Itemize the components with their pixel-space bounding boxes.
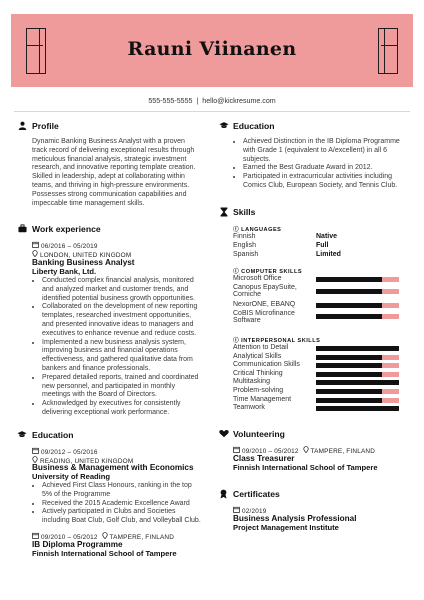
hourglass-icon bbox=[220, 207, 228, 219]
profile-line: meticulous financial analysis, strategic investment bbox=[32, 155, 187, 163]
list-item: • Participated in extracurricular activities including Comics Club, European Society, and Tennis Club. bbox=[243, 173, 423, 191]
skill-bar bbox=[316, 363, 399, 368]
list-item: • Achieved Distinction in the IB Diploma Programme with Grade 1 (equivalent to A/excellent) in all 6 subjects. bbox=[243, 138, 423, 164]
calendar-icon bbox=[32, 243, 39, 250]
skill-bar-fill bbox=[316, 389, 382, 394]
skills-title: Skills bbox=[233, 207, 256, 217]
education-title: Education bbox=[32, 430, 74, 440]
skill-name: Analytical Skills bbox=[233, 352, 282, 360]
volunteering-org: Finnish International School of Tampere bbox=[233, 463, 378, 472]
language-name: English bbox=[233, 242, 256, 249]
edu-dates bbox=[32, 447, 98, 456]
skill-bar-fill bbox=[316, 289, 382, 294]
job-bullets bbox=[32, 277, 222, 418]
list-item: • Implemented a new business analysis system, improving business and financial operations effectiveness, and gathered qualitative data from bankers and finance professionals. bbox=[42, 339, 222, 374]
skill-name: NexorONE, EBANQ bbox=[233, 301, 296, 308]
list-item: • Acknowledged by executives for consistently delivering exceptional work performance. bbox=[42, 400, 222, 418]
person-icon bbox=[18, 121, 27, 132]
edu-bullets bbox=[32, 482, 222, 526]
phone: 555-555-5555 bbox=[148, 97, 193, 105]
profile-line: teams, and thriving in high-pressure environments. bbox=[32, 181, 190, 189]
work-title: Work experience bbox=[32, 224, 101, 234]
certificate-name: Business Analysis Professional bbox=[233, 514, 357, 523]
job-role: Banking Business Analyst bbox=[32, 258, 135, 267]
skill-bar-fill bbox=[316, 355, 382, 360]
profile-title: Profile bbox=[32, 121, 59, 131]
email-link[interactable]: hello@kickresume.com bbox=[202, 97, 276, 105]
skill-bar bbox=[316, 372, 399, 377]
language-level: Full bbox=[316, 242, 329, 249]
job-location-text: LONDON, UNITED KINGDOM bbox=[39, 252, 132, 259]
briefcase-icon bbox=[18, 224, 27, 235]
location-pin-icon bbox=[303, 448, 309, 455]
computer-skills-label bbox=[233, 267, 302, 275]
calendar-icon bbox=[32, 449, 39, 456]
certificate-date-text: 02/2019 bbox=[241, 508, 267, 515]
list-item: • Collaborated on the development of new reporting templates, researched investment opportunities, and presented innovative ideas to managers and executives to enhance revenue and reduce costs. bbox=[42, 303, 222, 338]
job-company: Liberty Bank, Ltd. bbox=[32, 267, 97, 276]
skill-bar-fill bbox=[316, 372, 382, 377]
skill-bar bbox=[316, 289, 399, 294]
languages-label bbox=[233, 225, 281, 233]
languages-label-text: LANGUAGES bbox=[241, 227, 282, 233]
education-title-right: Education bbox=[233, 121, 275, 131]
list-item: • Prepared detailed reports, trained and coordinated new personnel, and participated in monthly meetings with the Board of Directors. bbox=[42, 374, 222, 400]
certificates-title: Certificates bbox=[233, 489, 280, 499]
edu-location-text: READING, UNITED KINGDOM bbox=[39, 458, 134, 465]
skill-bar bbox=[316, 346, 399, 351]
info-icon: ⓘ bbox=[233, 338, 240, 344]
profile-line: research, and innovative reporting template creation. bbox=[32, 164, 196, 172]
skill-bar-fill bbox=[316, 277, 382, 282]
volunteering-title: Volunteering bbox=[233, 429, 285, 439]
language-name: Spanish bbox=[233, 251, 259, 258]
list-item: • Conducted complex financial analysis, monitored and analyzed market and customer trends, and identified potential business growth opportunities. bbox=[42, 277, 222, 303]
contact-separator: | bbox=[196, 97, 199, 105]
job-dates-text: 06/2016 – 05/2019 bbox=[40, 243, 98, 250]
education-right-bullets bbox=[233, 138, 423, 191]
graduation-cap-icon bbox=[17, 430, 27, 441]
profile-line: Possesses strong communication capabilities and bbox=[32, 190, 187, 198]
header-divider bbox=[14, 111, 410, 112]
award-icon bbox=[219, 489, 228, 501]
skill-name: Attention to Detail bbox=[233, 344, 289, 351]
skill-name: CoBIS Microfinance Software bbox=[233, 310, 295, 324]
edu-dates-text: 09/2012 – 05/2016 bbox=[40, 449, 98, 456]
skill-bar-fill bbox=[316, 380, 399, 385]
edu2-school: Finnish International School of Tampere bbox=[32, 549, 177, 558]
volunteering-location-text: TAMPERE, FINLAND bbox=[310, 448, 376, 455]
skill-bar-fill bbox=[316, 314, 382, 319]
skill-name: Multitasking bbox=[233, 378, 270, 386]
skill-name: Canopus EpaySuite, Corniche bbox=[233, 284, 297, 298]
skill-bar-fill bbox=[316, 398, 382, 403]
list-item: • Achieved First Class Honours, ranking in the top 5% of the Programme bbox=[42, 482, 222, 500]
list-item: • Received the 2015 Academic Excellence Award bbox=[42, 500, 222, 509]
language-level: Limited bbox=[316, 251, 341, 258]
skill-name: Teamwork bbox=[233, 404, 265, 412]
certificate-org: Project Management Institute bbox=[233, 523, 339, 532]
profile-line: Dynamic Banking Business Analyst with a proven bbox=[32, 138, 185, 145]
skill-bar bbox=[316, 389, 399, 394]
skill-name: Critical Thinking bbox=[233, 369, 283, 377]
edu-degree: Business & Management with Economics bbox=[32, 463, 194, 472]
edu2-location-text: TAMPERE, FINLAND bbox=[109, 534, 175, 541]
profile-line: track record of delivering exceptional results through bbox=[32, 146, 195, 154]
computer-label-text: COMPUTER SKILLS bbox=[241, 269, 303, 275]
contact-line bbox=[0, 97, 424, 105]
skill-bar bbox=[316, 398, 399, 403]
language-level: Native bbox=[316, 233, 338, 240]
info-icon: ⓘ bbox=[233, 269, 240, 275]
skill-name: Communication Skills bbox=[233, 361, 300, 369]
skill-name: Microsoft Office bbox=[233, 275, 282, 282]
graduation-cap-icon bbox=[219, 121, 229, 132]
profile-line: Skilled in leadership, adept at collaborating within bbox=[32, 173, 185, 181]
skill-bar-fill bbox=[316, 363, 382, 368]
interpersonal-skills-label bbox=[233, 336, 320, 344]
edu2-dates-text: 09/2010 – 05/2012 bbox=[40, 534, 98, 541]
skill-bar bbox=[316, 314, 399, 319]
skill-bar bbox=[316, 303, 399, 308]
skill-bar bbox=[316, 406, 399, 411]
profile-text bbox=[32, 138, 202, 208]
skill-bar-fill bbox=[316, 346, 399, 351]
skill-bar-fill bbox=[316, 303, 382, 308]
edu-school: University of Reading bbox=[32, 472, 111, 481]
job-dates bbox=[32, 241, 98, 250]
profile-line: impeccable time management skills. bbox=[32, 199, 145, 207]
skill-bar bbox=[316, 277, 399, 282]
heart-icon bbox=[219, 429, 229, 440]
candidate-name: Rauni Viinanen bbox=[127, 38, 297, 60]
skill-bar-fill bbox=[316, 406, 399, 411]
skill-bar bbox=[316, 380, 399, 385]
info-icon: ⓘ bbox=[233, 227, 240, 233]
list-item: • Earned the Best Graduate Award in 2012. bbox=[243, 164, 423, 173]
skill-name: Time Management bbox=[233, 395, 292, 403]
skill-bar bbox=[316, 355, 399, 360]
language-name: Finnish bbox=[233, 233, 256, 240]
volunteering-role: Class Treasurer bbox=[233, 454, 295, 463]
list-item: • Actively participated in Clubs and Societies including Boat Club, Golf Club, and Volleyball Club. bbox=[42, 508, 222, 526]
volunteering-dates-text: 09/2010 – 05/2012 bbox=[241, 448, 299, 455]
skill-name: Problem-solving bbox=[233, 387, 284, 394]
interpersonal-label-text: INTERPERSONAL SKILLS bbox=[241, 338, 321, 344]
edu2-degree: IB Diploma Programme bbox=[32, 540, 123, 549]
